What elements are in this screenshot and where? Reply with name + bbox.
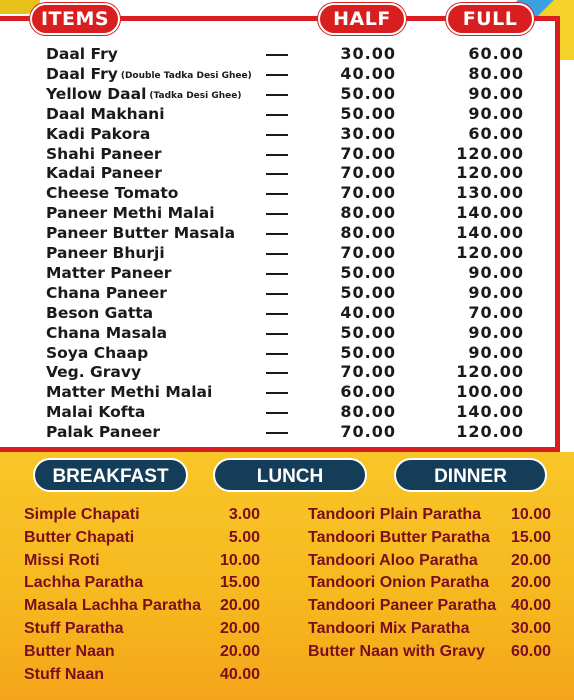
menu-row — [0, 163, 574, 183]
menu-row — [0, 362, 574, 382]
half-price: 70.00 — [340, 143, 396, 163]
price-row — [24, 527, 260, 549]
item-name: Tandoori Butter Paratha — [308, 528, 490, 546]
full-price: 130.00 — [456, 183, 524, 203]
half-price: 80.00 — [340, 402, 396, 422]
full-price: 90.00 — [468, 262, 524, 282]
full-price: 70.00 — [468, 302, 524, 322]
dish-name — [46, 343, 148, 363]
item-price: 20.00 — [219, 597, 260, 615]
dish-name-text: Daal Fry — [46, 45, 118, 63]
item-name: Simple Chapati — [24, 506, 140, 523]
half-price: 50.00 — [340, 322, 396, 342]
full-price: 90.00 — [468, 322, 524, 342]
dish-name-text: Chana Masala — [46, 323, 168, 342]
dish-name-text: Yellow Daal — [46, 84, 147, 103]
full-price: 120.00 — [456, 243, 524, 262]
half-price: 50.00 — [340, 103, 396, 123]
price-row — [24, 618, 260, 640]
dish-name — [46, 323, 167, 343]
menu-row — [0, 283, 574, 303]
dish-name-text: Matter Paneer — [46, 263, 172, 282]
half-price: 50.00 — [340, 342, 396, 362]
item-price: 60.00 — [510, 642, 551, 660]
item-price: 10.00 — [510, 506, 551, 523]
menu-row — [0, 84, 574, 104]
full-price: 120.00 — [456, 163, 524, 183]
dish-name — [46, 104, 165, 124]
menu-row — [0, 323, 574, 343]
menu-row — [0, 223, 574, 243]
dish-name-text: Malai Kofta — [46, 403, 146, 422]
item-price: 20.00 — [510, 551, 551, 569]
dish-name — [46, 203, 215, 223]
full-price: 140.00 — [456, 203, 524, 223]
full-price: 140.00 — [456, 402, 524, 422]
item-name: Butter Naan with Gravy — [308, 642, 485, 660]
dash-separator — [266, 412, 288, 414]
dish-name-text: Paneer Bhurji — [46, 244, 165, 262]
full-price: 90.00 — [468, 83, 524, 103]
item-name: Lachha Paratha — [24, 574, 144, 592]
half-price: 80.00 — [340, 223, 396, 243]
item-name: Butter Chapati — [24, 528, 135, 546]
menu-row — [0, 64, 574, 84]
item-name: Missi Roti — [24, 551, 100, 569]
full-price: 90.00 — [468, 342, 524, 362]
item-name: Stuff Naan — [24, 665, 104, 683]
price-row — [24, 550, 260, 572]
item-name: Tandoori Aloo Paratha — [308, 551, 478, 569]
menu-row — [0, 124, 574, 144]
dish-name — [46, 223, 235, 243]
dish-note: (Tadka Desi Ghee) — [149, 90, 242, 101]
dash-separator — [266, 273, 288, 275]
dash-separator — [266, 353, 288, 355]
price-row — [24, 641, 260, 663]
item-name: Tandoori Mix Paratha — [308, 620, 470, 637]
dish-name-text: Veg. Gravy — [46, 363, 142, 382]
menu-row — [0, 243, 574, 263]
menu-row — [0, 144, 574, 164]
dish-name — [46, 263, 171, 283]
dish-name — [46, 382, 212, 402]
half-price: 70.00 — [340, 163, 396, 183]
lunch-tab: LUNCH — [213, 458, 367, 492]
dash-separator — [266, 74, 288, 76]
half-price: 70.00 — [340, 362, 396, 382]
dish-name-text: Matter Methi Malai — [46, 383, 213, 402]
item-name: Tandoori Paneer Paratha — [308, 597, 497, 615]
menu-row — [0, 203, 574, 223]
dinner-tab: DINNER — [394, 458, 547, 492]
dish-name — [46, 64, 252, 86]
menu-row — [0, 183, 574, 203]
price-row — [24, 572, 260, 594]
menu-row — [0, 422, 574, 442]
dash-separator — [266, 392, 288, 394]
half-price: 50.00 — [340, 83, 396, 103]
dash-separator — [266, 114, 288, 116]
price-row — [24, 595, 260, 617]
dish-name-text: Shahi Paneer — [46, 144, 162, 163]
full-price: 90.00 — [468, 282, 524, 302]
item-name: Tandoori Plain Paratha — [308, 506, 482, 523]
dash-separator — [266, 372, 288, 374]
dish-name — [46, 44, 118, 64]
dish-name — [46, 362, 141, 382]
half-price: 50.00 — [340, 282, 396, 302]
item-price: 30.00 — [510, 620, 551, 637]
half-price: 40.00 — [340, 302, 396, 322]
price-row — [24, 504, 260, 526]
full-price: 120.00 — [456, 143, 524, 163]
menu-row — [0, 382, 574, 402]
dish-name-text: Daal Makhani — [46, 104, 165, 123]
price-row — [308, 572, 551, 594]
full-price: 100.00 — [456, 382, 524, 402]
dish-name — [46, 402, 145, 422]
half-header: HALF — [318, 3, 406, 35]
menu-row — [0, 402, 574, 422]
dish-name — [46, 124, 150, 144]
full-price: 60.00 — [468, 123, 524, 143]
dish-name — [46, 163, 162, 183]
item-name: Stuff Paratha — [24, 620, 124, 637]
breakfast-tab: BREAKFAST — [33, 458, 188, 492]
item-price: 5.00 — [228, 528, 260, 546]
dish-name-text: Kadai Paneer — [46, 164, 162, 183]
half-price: 30.00 — [340, 44, 396, 63]
menu-row — [0, 104, 574, 124]
dash-separator — [266, 233, 288, 235]
dash-separator — [266, 293, 288, 295]
item-price: 20.00 — [510, 574, 551, 592]
dash-separator — [266, 173, 288, 175]
dish-name — [46, 183, 178, 203]
full-price: 120.00 — [456, 362, 524, 382]
full-price: 140.00 — [456, 223, 524, 243]
dash-separator — [266, 213, 288, 215]
dash-separator — [266, 432, 288, 434]
dish-name-text: Daal Fry — [46, 64, 118, 83]
half-price: 70.00 — [340, 183, 396, 203]
menu-row — [0, 44, 574, 64]
full-price: 80.00 — [468, 63, 524, 83]
price-row — [308, 618, 551, 640]
menu-row — [0, 343, 574, 363]
dash-separator — [266, 54, 288, 56]
dash-separator — [266, 193, 288, 195]
dish-name-text: Paneer Butter Masala — [46, 224, 236, 243]
half-price: 40.00 — [340, 63, 396, 83]
price-row — [308, 504, 551, 526]
full-price: 60.00 — [468, 44, 524, 63]
dash-separator — [266, 94, 288, 96]
half-price: 70.00 — [340, 243, 396, 262]
dish-name-text: Kadi Pakora — [46, 124, 151, 143]
price-row — [308, 527, 551, 549]
item-price: 3.00 — [228, 506, 260, 523]
dish-name — [46, 144, 162, 164]
half-price: 70.00 — [340, 422, 396, 442]
full-price: 120.00 — [456, 422, 524, 442]
item-name: Tandoori Onion Paratha — [308, 574, 490, 592]
menu-row — [0, 303, 574, 323]
item-price: 15.00 — [510, 528, 551, 546]
dish-name — [46, 84, 241, 106]
dish-name-text: Beson Gatta — [46, 303, 154, 322]
price-row — [308, 641, 551, 663]
full-price: 90.00 — [468, 103, 524, 123]
item-price: 20.00 — [219, 620, 260, 637]
dish-name-text: Chana Paneer — [46, 283, 167, 302]
item-price: 40.00 — [219, 665, 260, 683]
dash-separator — [266, 154, 288, 156]
dash-separator — [266, 313, 288, 315]
dish-name — [46, 283, 167, 303]
half-price: 80.00 — [340, 203, 396, 223]
dish-name-text: Soya Chaap — [46, 343, 149, 362]
dash-separator — [266, 333, 288, 335]
dish-name — [46, 243, 165, 263]
half-price: 50.00 — [340, 262, 396, 282]
dish-name — [46, 303, 153, 323]
item-price: 40.00 — [510, 597, 551, 615]
item-price: 20.00 — [219, 642, 260, 660]
full-header: FULL — [446, 3, 534, 35]
item-price: 10.00 — [219, 551, 260, 569]
item-price: 15.00 — [219, 574, 260, 592]
dash-separator — [266, 253, 288, 255]
half-price: 30.00 — [340, 123, 396, 143]
dash-separator — [266, 134, 288, 136]
dish-name-text: Paneer Methi Malai — [46, 204, 215, 223]
price-row — [308, 550, 551, 572]
dish-name — [46, 422, 160, 442]
price-row — [308, 595, 551, 617]
item-name: Butter Naan — [24, 642, 115, 660]
item-name: Masala Lachha Paratha — [24, 597, 201, 615]
dish-note: (Double Tadka Desi Ghee) — [120, 70, 252, 81]
price-row — [24, 664, 260, 686]
dish-name-text: Cheese Tomato — [46, 184, 179, 203]
half-price: 60.00 — [340, 382, 396, 402]
menu-row — [0, 263, 574, 283]
items-header: ITEMS — [30, 3, 120, 35]
dish-name-text: Palak Paneer — [46, 423, 160, 442]
